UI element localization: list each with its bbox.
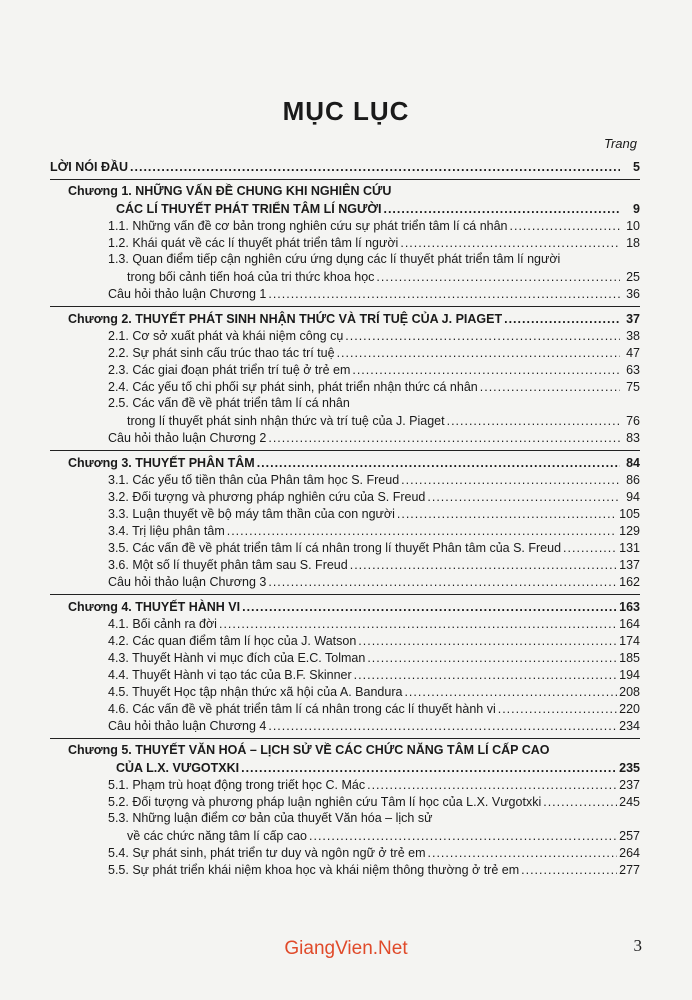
toc-section-5-1[interactable] xyxy=(50,776,640,793)
toc-chapter-2-title: Chương 2. THUYẾT PHÁT SINH NHẬN THỨC VÀ TRÍ TUỆ CỦA J. PIAGET xyxy=(68,312,503,326)
toc-leader xyxy=(428,845,618,861)
toc-section-3-2[interactable] xyxy=(50,488,640,505)
toc-section-page: 47 xyxy=(626,346,640,360)
toc-leader xyxy=(309,828,617,844)
toc-section-title: 3.5. Các vấn đề về phát triển tâm lí cá nhân trong lí thuyết Phân tâm của S. Freud xyxy=(108,541,562,555)
toc-section-title: 4.4. Thuyết Hành vi tạo tác của B.F. Skinner xyxy=(108,668,352,682)
toc-section-1-1[interactable] xyxy=(50,217,640,234)
toc-leader xyxy=(510,218,620,234)
toc-question-page: 83 xyxy=(626,431,640,445)
toc-leader xyxy=(345,328,620,344)
table-of-contents xyxy=(50,158,640,878)
toc-leader xyxy=(498,701,617,717)
toc-question-page: 234 xyxy=(619,719,640,733)
toc-leader xyxy=(376,269,620,285)
toc-leader xyxy=(242,599,617,615)
toc-leader xyxy=(219,616,617,632)
toc-leader xyxy=(130,159,620,175)
toc-leader xyxy=(352,362,620,378)
toc-question-2[interactable] xyxy=(50,429,640,446)
toc-section-page: 75 xyxy=(626,380,640,394)
toc-leader xyxy=(427,489,620,505)
toc-leader xyxy=(268,430,620,446)
toc-section-page: 76 xyxy=(626,414,640,428)
toc-section-4-5[interactable] xyxy=(50,683,640,700)
toc-leader xyxy=(358,633,617,649)
toc-leader xyxy=(563,540,617,556)
toc-chapter-4-page: 163 xyxy=(619,600,640,614)
toc-section-page: 245 xyxy=(619,795,640,809)
toc-section-title: 4.6. Các vấn đề về phát triển tâm lí cá nhân trong các lí thuyết hành vi xyxy=(108,702,496,716)
toc-leader xyxy=(350,557,617,573)
toc-chapter-1-line1[interactable]: Chương 1. NHỮNG VẤN ĐỀ CHUNG KHI NGHIÊN CỨU xyxy=(68,184,392,198)
toc-section-page: 137 xyxy=(619,558,640,572)
toc-chapter-5-line2: CỦA L.X. VƯGOTXKI xyxy=(116,761,240,775)
toc-section-title: 4.5. Thuyết Học tập nhận thức xã hội của A. Bandura xyxy=(108,685,403,699)
toc-section-title: 5.1. Phạm trù hoạt động trong triết học C. Mác xyxy=(108,778,366,792)
toc-chapter-2[interactable] xyxy=(50,310,640,327)
chapter-divider xyxy=(50,306,640,307)
toc-section-title: 5.5. Sự phát triển khái niệm khoa học và khái niệm thông thường ở trẻ em xyxy=(108,863,520,877)
toc-section-2-5-line1[interactable]: 2.5. Các vấn đề về phát triển tâm lí cá nhân xyxy=(108,396,350,410)
toc-section-2-5[interactable] xyxy=(50,412,640,429)
toc-section-2-3[interactable] xyxy=(50,361,640,378)
toc-section-title: 2.1. Cơ sở xuất phát và khái niệm công cụ xyxy=(108,329,344,343)
toc-section-2-1[interactable] xyxy=(50,327,640,344)
toc-chapter-5[interactable] xyxy=(50,759,640,776)
toc-section-3-5[interactable] xyxy=(50,539,640,556)
watermark-text: GiangVien.Net xyxy=(284,938,408,959)
toc-question-title: Câu hỏi thảo luận Chương 1 xyxy=(108,287,267,301)
toc-leader xyxy=(383,201,620,217)
toc-preface-page: 5 xyxy=(633,160,640,174)
toc-leader xyxy=(404,684,617,700)
toc-leader xyxy=(367,650,617,666)
toc-section-5-3[interactable] xyxy=(50,827,640,844)
toc-chapter-4-title: Chương 4. THUYẾT HÀNH VI xyxy=(68,600,241,614)
toc-section-page: 18 xyxy=(626,236,640,250)
toc-question-title: Câu hỏi thảo luận Chương 2 xyxy=(108,431,267,445)
toc-chapter-1-line2: CÁC LÍ THUYẾT PHÁT TRIỂN TÂM LÍ NGƯỜI xyxy=(116,202,382,216)
toc-section-title: 1.1. Những vấn đề cơ bản trong nghiên cứu sự phát triển tâm lí cá nhân xyxy=(108,219,508,233)
toc-leader xyxy=(354,667,617,683)
toc-section-page: 185 xyxy=(619,651,640,665)
toc-question-3[interactable] xyxy=(50,573,640,590)
toc-section-page: 164 xyxy=(619,617,640,631)
toc-question-page: 162 xyxy=(619,575,640,589)
toc-section-title: 4.1. Bối cảnh ra đời xyxy=(108,617,217,631)
toc-leader xyxy=(504,311,620,327)
toc-section-4-4[interactable] xyxy=(50,666,640,683)
toc-section-page: 208 xyxy=(619,685,640,699)
toc-leader xyxy=(367,777,617,793)
toc-section-title: 4.2. Các quan điểm tâm lí học của J. Watson xyxy=(108,634,357,648)
toc-section-3-1[interactable] xyxy=(50,471,640,488)
toc-section-title: 3.3. Luận thuyết về bộ máy tâm thần của con người xyxy=(108,507,395,521)
toc-section-page: 38 xyxy=(626,329,640,343)
toc-leader xyxy=(480,379,620,395)
toc-section-4-1[interactable] xyxy=(50,615,640,632)
toc-chapter-1[interactable] xyxy=(50,200,640,217)
toc-chapter-5-line1[interactable]: Chương 5. THUYẾT VĂN HOÁ – LỊCH SỬ VỀ CÁC CHỨC NĂNG TÂM LÍ CẤP CAO xyxy=(68,743,550,757)
chapter-divider xyxy=(50,738,640,739)
toc-section-5-2[interactable] xyxy=(50,793,640,810)
toc-leader xyxy=(257,455,620,471)
toc-section-page: 129 xyxy=(619,524,640,538)
chapter-divider xyxy=(50,450,640,451)
toc-section-page: 237 xyxy=(619,778,640,792)
toc-section-page: 174 xyxy=(619,634,640,648)
toc-leader xyxy=(268,574,617,590)
toc-leader xyxy=(401,472,620,488)
toc-leader xyxy=(521,862,617,878)
toc-chapter-3-title: Chương 3. THUYẾT PHÂN TÂM xyxy=(68,456,255,470)
toc-leader xyxy=(268,286,620,302)
toc-leader xyxy=(241,760,617,776)
toc-section-page: 194 xyxy=(619,668,640,682)
toc-question-title: Câu hỏi thảo luận Chương 3 xyxy=(108,575,267,589)
toc-chapter-5-page: 235 xyxy=(619,761,640,775)
toc-section-page: 277 xyxy=(619,863,640,877)
toc-section-3-6[interactable] xyxy=(50,556,640,573)
toc-section-page: 264 xyxy=(619,846,640,860)
toc-leader xyxy=(397,506,617,522)
toc-leader xyxy=(543,794,617,810)
toc-chapter-3-page: 84 xyxy=(626,456,640,470)
toc-section-page: 25 xyxy=(626,270,640,284)
toc-section-2-2[interactable] xyxy=(50,344,640,361)
page-title: MỤC LỤC xyxy=(282,96,410,126)
chapter-divider xyxy=(50,594,640,595)
toc-section-title: 3.1. Các yếu tố tiền thân của Phân tâm học S. Freud xyxy=(108,473,400,487)
toc-section-5-3-line1[interactable]: 5.3. Những luận điểm cơ bản của thuyết Văn hóa – lịch sử xyxy=(108,811,433,825)
toc-section-1-2[interactable] xyxy=(50,234,640,251)
toc-leader xyxy=(447,413,620,429)
toc-question-4[interactable] xyxy=(50,717,640,734)
page-column-label: Trang xyxy=(604,136,637,151)
toc-section-page: 94 xyxy=(626,490,640,504)
toc-question-1[interactable] xyxy=(50,285,640,302)
toc-section-1-3-line1[interactable]: 1.3. Quan điểm tiếp cận nghiên cứu ứng dụng các lí thuyết phát triển tâm lí người xyxy=(108,252,561,266)
toc-section-title: 4.3. Thuyết Hành vi mục đích của E.C. Tolman xyxy=(108,651,366,665)
toc-section-3-4[interactable] xyxy=(50,522,640,539)
toc-leader xyxy=(400,235,620,251)
toc-section-title: 3.6. Một số lí thuyết phân tâm sau S. Freud xyxy=(108,558,348,572)
toc-section-title: 3.4. Trị liệu phân tâm xyxy=(108,524,225,538)
toc-section-page: 220 xyxy=(619,702,640,716)
toc-chapter-3[interactable] xyxy=(50,454,640,471)
toc-section-2-4[interactable] xyxy=(50,378,640,395)
toc-section-title: 2.3. Các giai đoạn phát triển trí tuệ ở trẻ em xyxy=(108,363,351,377)
toc-section-title: 5.4. Sự phát sinh, phát triển tư duy và ngôn ngữ ở trẻ em xyxy=(108,846,426,860)
toc-preface[interactable] xyxy=(50,158,640,175)
toc-section-title: về các chức năng tâm lí cấp cao xyxy=(127,829,307,843)
toc-section-1-3[interactable] xyxy=(50,268,640,285)
toc-section-page: 10 xyxy=(626,219,640,233)
page-number: 3 xyxy=(633,936,642,955)
toc-chapter-4[interactable] xyxy=(50,598,640,615)
toc-chapter-1-page: 9 xyxy=(633,202,640,216)
toc-leader xyxy=(227,523,617,539)
toc-section-4-6[interactable] xyxy=(50,700,640,717)
toc-section-title: 5.2. Đối tượng và phương pháp luận nghiên cứu Tâm lí học của L.X. Vưgotxki xyxy=(108,795,542,809)
toc-chapter-2-page: 37 xyxy=(626,312,640,326)
toc-preface-title: LỜI NÓI ĐẦU xyxy=(50,160,129,174)
toc-section-title: trong lí thuyết phát sinh nhận thức và trí tuệ của J. Piaget xyxy=(127,414,445,428)
toc-section-title: 1.2. Khái quát về các lí thuyết phát triển tâm lí người xyxy=(108,236,399,250)
toc-question-page: 36 xyxy=(626,287,640,301)
toc-section-title: 2.2. Sự phát sinh cấu trúc thao tác trí tuệ xyxy=(108,346,335,360)
toc-section-page: 257 xyxy=(619,829,640,843)
toc-section-title: 3.2. Đối tượng và phương pháp nghiên cứu của S. Freud xyxy=(108,490,426,504)
toc-leader xyxy=(337,345,620,361)
toc-section-page: 131 xyxy=(619,541,640,555)
toc-section-4-3[interactable] xyxy=(50,649,640,666)
toc-section-5-5[interactable] xyxy=(50,861,640,878)
toc-section-title: trong bối cảnh tiến hoá của tri thức khoa học xyxy=(127,270,375,284)
toc-question-title: Câu hỏi thảo luận Chương 4 xyxy=(108,719,267,733)
toc-section-4-2[interactable] xyxy=(50,632,640,649)
toc-section-5-4[interactable] xyxy=(50,844,640,861)
toc-section-3-3[interactable] xyxy=(50,505,640,522)
toc-section-page: 63 xyxy=(626,363,640,377)
chapter-divider xyxy=(50,179,640,180)
toc-section-title: 2.4. Các yếu tố chi phối sự phát sinh, phát triển nhận thức cá nhân xyxy=(108,380,478,394)
toc-section-page: 105 xyxy=(619,507,640,521)
toc-leader xyxy=(268,718,617,734)
toc-section-page: 86 xyxy=(626,473,640,487)
